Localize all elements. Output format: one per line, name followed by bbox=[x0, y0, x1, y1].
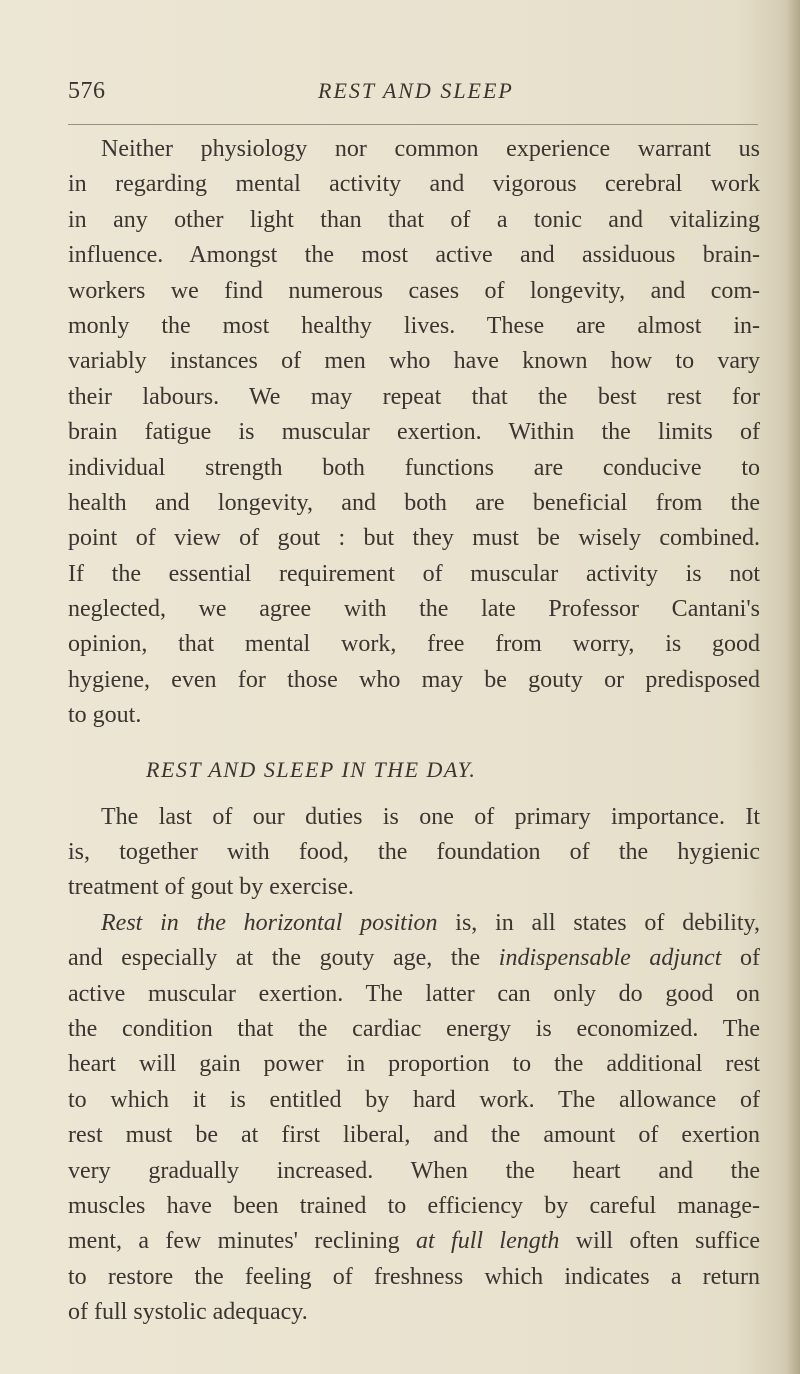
section-heading: REST AND SLEEP IN THE DAY. bbox=[146, 756, 477, 782]
italic-phrase: indispensable adjunct bbox=[498, 945, 722, 972]
text-line: heart will gain power in proportion to the additional rest bbox=[68, 1051, 760, 1078]
text-line: treatment of gout by exercise. bbox=[68, 874, 354, 901]
text-line: to restore the feeling of freshness which indicates a return bbox=[68, 1263, 760, 1290]
text-line: monly the most healthy lives. These are almost in- bbox=[68, 312, 760, 339]
text-line: the condition that the cardiac energy is economized. The bbox=[68, 1015, 760, 1042]
text-line bbox=[68, 906, 760, 941]
text-line bbox=[68, 1224, 760, 1259]
italic-phrase: at full length bbox=[416, 1228, 560, 1255]
text-line: neglected, we agree with the late Professor Cantani's bbox=[68, 596, 760, 623]
paragraph-3 bbox=[68, 906, 760, 1331]
running-head: REST AND SLEEP bbox=[318, 78, 514, 103]
text-line: The last of our duties is one of primary importance. It bbox=[101, 803, 760, 830]
text-line: opinion, that mental work, free from worry, is good bbox=[68, 631, 760, 658]
text-line: muscles have been trained to efficiency by careful manage- bbox=[68, 1192, 760, 1219]
page-header bbox=[68, 78, 760, 110]
text-line: individual strength both functions are conducive to bbox=[68, 454, 760, 481]
text-line: workers we find numerous cases of longevity, and com- bbox=[68, 277, 760, 304]
text-line: point of view of gout : but they must be wisely combined. bbox=[68, 525, 760, 552]
body-text bbox=[68, 132, 760, 1331]
text-line: very gradually increased. When the heart and the bbox=[68, 1157, 760, 1184]
text-span: of bbox=[721, 945, 760, 972]
header-rule bbox=[68, 124, 758, 125]
text-line: in any other light than that of a tonic and vitalizing bbox=[68, 206, 760, 233]
page-edge-shadow bbox=[786, 0, 800, 1374]
text-line: active muscular exertion. The latter can only do good on bbox=[68, 980, 760, 1007]
text-line: influence. Amongst the most active and assiduous brain- bbox=[68, 242, 760, 269]
text-line: to which it is entitled by hard work. The allowance of bbox=[68, 1086, 760, 1113]
text-line: rest must be at first liberal, and the amount of exertion bbox=[68, 1122, 760, 1149]
text-line: health and longevity, and both are beneficial from the bbox=[68, 489, 760, 516]
text-span: ment, a few minutes' reclining bbox=[68, 1228, 417, 1255]
italic-phrase: Rest in the horizontal position bbox=[101, 909, 438, 936]
text-line: in regarding mental activity and vigorous cerebral work bbox=[68, 171, 760, 198]
text-line: variably instances of men who have known how to vary bbox=[68, 348, 760, 375]
text-line: Neither physiology nor common experience warrant us bbox=[101, 136, 760, 162]
paragraph-1 bbox=[68, 132, 760, 734]
text-line: is, together with food, the foundation of the hygienic bbox=[68, 839, 760, 866]
paragraph-2 bbox=[68, 800, 760, 906]
text-span: will often suffice bbox=[559, 1228, 760, 1255]
text-span: is, in all states of debility, bbox=[437, 909, 760, 936]
text-line: to gout. bbox=[68, 702, 142, 729]
text-line: their labours. We may repeat that the best rest for bbox=[68, 383, 760, 410]
text-line: hygiene, even for those who may be gouty or predisposed bbox=[68, 666, 760, 693]
text-line: brain fatigue is muscular exertion. Within the limits of bbox=[68, 419, 760, 446]
text-line: of full systolic adequacy. bbox=[68, 1299, 308, 1326]
text-span: and especially at the gouty age, the bbox=[68, 945, 499, 972]
text-line bbox=[68, 941, 760, 976]
text-line: If the essential requirement of muscular activity is not bbox=[68, 560, 760, 587]
page-number: 576 bbox=[68, 78, 106, 104]
